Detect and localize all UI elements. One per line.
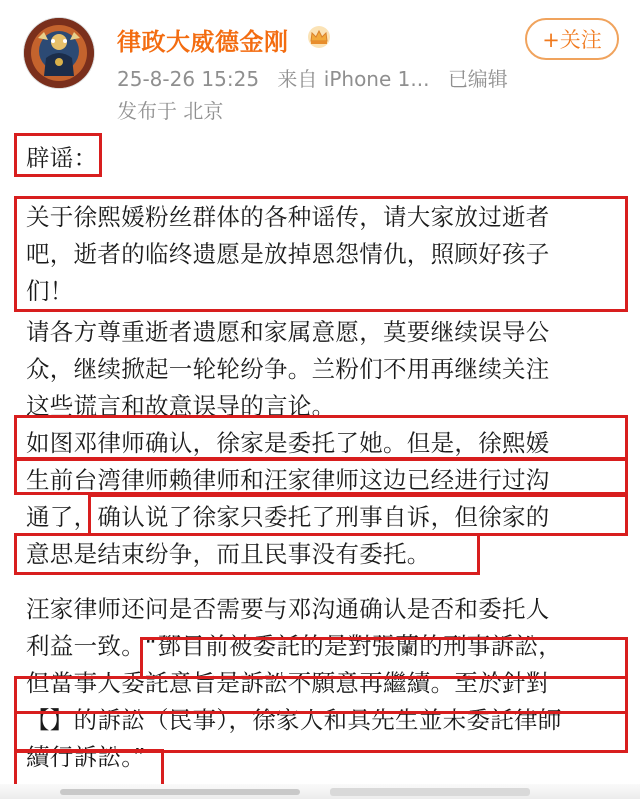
post-source[interactable]: 来自 iPhone 1... — [277, 67, 430, 91]
text-line: 辟谣： — [26, 144, 98, 172]
text-line: 利益一致。“鄧目前被委託的是對張蘭的刑事訴訟， — [26, 632, 563, 660]
text-line: 们！ — [26, 277, 74, 305]
bottom-image-strip — [0, 784, 640, 799]
follow-button[interactable]: +关注 — [525, 18, 619, 60]
para-1 — [26, 199, 626, 310]
text-line: 吧，逝者的临终遗愿是放掉恩怨情仇，照顾好孩子 — [26, 240, 550, 268]
post-location: 发布于 北京 — [117, 99, 224, 123]
text-line: 通了，确认说了徐家只委托了刑事自诉，但徐家的 — [26, 503, 550, 531]
text-line: 【】的訴訟（民事），徐家人和具先生並未委託律師 — [26, 706, 562, 734]
post-body — [26, 140, 626, 776]
text-line: 众，继续掀起一轮轮纷争。兰粉们不用再继续关注 — [26, 355, 550, 383]
deity-avatar-icon — [24, 18, 94, 88]
para-0 — [26, 140, 626, 177]
post-meta — [117, 63, 520, 92]
username[interactable]: 律政大威德金刚 — [117, 28, 289, 56]
crown-icon — [306, 25, 332, 49]
para-3 — [26, 425, 626, 573]
text-line: 请各方尊重逝者遗愿和家属意愿，莫要继续误导公 — [26, 318, 550, 346]
para-2 — [26, 314, 626, 425]
text-line: 这些谎言和故意误导的言论。 — [26, 392, 336, 420]
edited-label[interactable]: 已编辑 — [447, 67, 508, 91]
text-line: 生前台湾律师赖律师和汪家律师这边已经进行过沟 — [26, 466, 550, 494]
para-4 — [26, 591, 626, 776]
text-line: 如图邓律师确认，徐家是委托了她。但是，徐熙媛 — [26, 429, 550, 457]
text-line: 但當事人委託意旨是訴訟不願意再繼續。至於針對 — [26, 669, 550, 697]
text-line: 汪家律师还问是否需要与邓沟通确认是否和委托人 — [26, 595, 550, 623]
avatar[interactable] — [24, 18, 94, 88]
text-line: 意思是结束纷争，而且民事没有委托。 — [26, 540, 431, 568]
text-line: 續行訴訟。” — [26, 743, 146, 771]
post-timestamp: 25-8-26 15:25 — [117, 67, 260, 91]
text-line: 关于徐熙媛粉丝群体的各种谣传，请大家放过逝者 — [26, 203, 550, 231]
